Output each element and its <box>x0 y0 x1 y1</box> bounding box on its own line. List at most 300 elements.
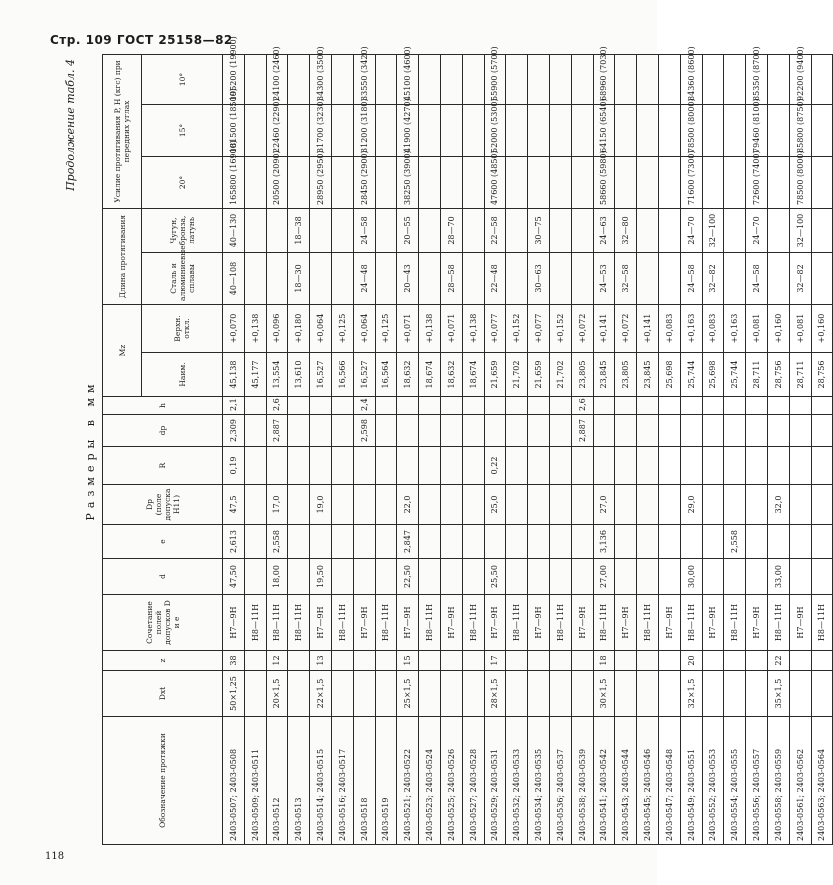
cell-h: 2,6 <box>266 397 288 415</box>
cell-h <box>484 397 506 415</box>
cell-force-20 <box>331 156 353 208</box>
cell-dxt <box>615 671 637 717</box>
cell-mz-dev: +0,163 <box>680 304 702 352</box>
cell-force-15: 31200 (3180) <box>353 104 375 156</box>
cell-designation: 2403-0549; 2403-0551 <box>680 717 702 845</box>
cell-d <box>571 559 593 595</box>
cell-mz-dev: +0,077 <box>528 304 550 352</box>
cell-dxt <box>746 671 768 717</box>
cell-combination: H8—11H <box>375 595 397 651</box>
cell-z <box>789 651 811 671</box>
cell-z: 20 <box>680 651 702 671</box>
cell-d: 25,50 <box>484 559 506 595</box>
cell-force-15: 31700 (3230) <box>310 104 332 156</box>
cell-force-10 <box>767 54 789 104</box>
cell-dp <box>680 415 702 447</box>
cell-r <box>637 447 659 485</box>
cell-e <box>288 525 310 559</box>
table-row <box>331 54 353 844</box>
cell-d <box>528 559 550 595</box>
cell-mz-dev: +0,096 <box>266 304 288 352</box>
cell-length-steel: 24—58 <box>680 252 702 304</box>
cell-force-15 <box>549 104 571 156</box>
cell-dxt <box>419 671 441 717</box>
cell-mz-min: 25,744 <box>680 353 702 397</box>
table-row <box>310 54 332 844</box>
cell-dp <box>331 415 353 447</box>
cell-force-15: 22460 (2290) <box>266 104 288 156</box>
cell-force-15: 64150 (6540) <box>593 104 615 156</box>
cell-dp-h11: 19,0 <box>310 485 332 525</box>
cell-r: 0,22 <box>484 447 506 485</box>
cell-h <box>244 397 266 415</box>
cell-dxt: 50×1,25 <box>223 671 245 717</box>
cell-length-iron: 32—100 <box>789 208 811 252</box>
cell-designation: 2403-0512 <box>266 717 288 845</box>
cell-mz-min: 16,564 <box>375 353 397 397</box>
cell-combination: H7—9H <box>615 595 637 651</box>
cell-e: 3,136 <box>593 525 615 559</box>
cell-dxt <box>244 671 266 717</box>
cell-combination: H8—11H <box>811 595 833 651</box>
cell-h <box>724 397 746 415</box>
cell-force-10: 33550 (3420) <box>353 54 375 104</box>
cell-r <box>462 447 484 485</box>
cell-force-20 <box>462 156 484 208</box>
cell-mz-dev: +0,152 <box>549 304 571 352</box>
cell-designation: 2403-0525; 2403-0526 <box>440 717 462 845</box>
cell-e <box>680 525 702 559</box>
cell-force-15 <box>658 104 680 156</box>
cell-force-10: 55900 (5700) <box>484 54 506 104</box>
cell-z <box>702 651 724 671</box>
cell-dp <box>462 415 484 447</box>
cell-designation: 2403-0507; 2403-0508 <box>223 717 245 845</box>
cell-force-15 <box>571 104 593 156</box>
cell-force-10 <box>658 54 680 104</box>
cell-designation: 2403-0521; 2403-0522 <box>397 717 419 845</box>
cell-r <box>244 447 266 485</box>
cell-mz-dev: +0,064 <box>310 304 332 352</box>
cell-mz-dev: +0,083 <box>658 304 680 352</box>
cell-force-20: 28450 (2900) <box>353 156 375 208</box>
cell-dp <box>310 415 332 447</box>
cell-designation: 2403-0527; 2403-0528 <box>462 717 484 845</box>
cell-h <box>375 397 397 415</box>
cell-length-steel: 24—58 <box>746 252 768 304</box>
cell-force-15 <box>419 104 441 156</box>
cell-dp <box>637 415 659 447</box>
col-r-header: R <box>103 447 223 485</box>
cell-z <box>440 651 462 671</box>
cell-r <box>440 447 462 485</box>
cell-h: 2,4 <box>353 397 375 415</box>
cell-h <box>462 397 484 415</box>
cell-combination: H7—9H <box>789 595 811 651</box>
col-force-header: Усилие протягивания P, Н (кгс) при передних углах <box>103 54 142 208</box>
cell-combination: H7—9H <box>310 595 332 651</box>
cell-dp-h11 <box>462 485 484 525</box>
col-d-header: d <box>103 559 223 595</box>
cell-combination: H8—11H <box>767 595 789 651</box>
cell-r <box>680 447 702 485</box>
cell-d: 27,00 <box>593 559 615 595</box>
cell-mz-min: 28,711 <box>789 353 811 397</box>
cell-mz-dev: +0,070 <box>223 304 245 352</box>
cell-dxt: 32×1,5 <box>680 671 702 717</box>
cell-z <box>637 651 659 671</box>
cell-z <box>571 651 593 671</box>
cell-length-iron: 22—58 <box>484 208 506 252</box>
cell-mz-min: 21,702 <box>506 353 528 397</box>
cell-force-10 <box>549 54 571 104</box>
cell-z: 38 <box>223 651 245 671</box>
cell-dxt: 25×1,5 <box>397 671 419 717</box>
cell-force-20 <box>506 156 528 208</box>
cell-designation: 2403-0543; 2403-0544 <box>615 717 637 845</box>
cell-mz-dev: +0,077 <box>484 304 506 352</box>
cell-dxt: 28×1,5 <box>484 671 506 717</box>
cell-h <box>331 397 353 415</box>
table-row <box>506 54 528 844</box>
cell-dp-h11 <box>440 485 462 525</box>
cell-length-iron: 24—70 <box>680 208 702 252</box>
cell-dxt <box>571 671 593 717</box>
cell-force-10 <box>375 54 397 104</box>
table-row <box>440 54 462 844</box>
cell-dp-h11 <box>419 485 441 525</box>
cell-dp-h11: 17,0 <box>266 485 288 525</box>
table-row <box>353 54 375 844</box>
cell-dp <box>549 415 571 447</box>
cell-dp <box>419 415 441 447</box>
cell-length-steel <box>506 252 528 304</box>
cell-designation: 2403-0513 <box>288 717 310 845</box>
cell-dp-h11 <box>571 485 593 525</box>
cell-length-iron <box>724 208 746 252</box>
cell-combination: H8—11H <box>506 595 528 651</box>
cell-mz-min: 16,566 <box>331 353 353 397</box>
cell-mz-min: 28,756 <box>811 353 833 397</box>
cell-combination: H8—11H <box>680 595 702 651</box>
cell-force-20: 72600 (7400) <box>746 156 768 208</box>
cell-r <box>266 447 288 485</box>
cell-dp-h11: 47,5 <box>223 485 245 525</box>
cell-dxt <box>811 671 833 717</box>
cell-designation: 2403-0529; 2403-0531 <box>484 717 506 845</box>
table-row <box>593 54 615 844</box>
cell-dp-h11: 25,0 <box>484 485 506 525</box>
cell-force-20 <box>702 156 724 208</box>
cell-r <box>419 447 441 485</box>
cell-length-iron <box>637 208 659 252</box>
cell-force-20 <box>528 156 550 208</box>
cell-h <box>680 397 702 415</box>
cell-designation: 2403-0514; 2403-0515 <box>310 717 332 845</box>
dimensions-caption: Размеры в мм <box>84 379 97 521</box>
table-row <box>375 54 397 844</box>
cell-mz-dev: +0,138 <box>462 304 484 352</box>
cell-mz-min: 13,610 <box>288 353 310 397</box>
cell-length-iron <box>658 208 680 252</box>
cell-length-steel: 28—58 <box>440 252 462 304</box>
cell-r <box>528 447 550 485</box>
cell-z <box>811 651 833 671</box>
cell-h <box>506 397 528 415</box>
cell-combination: H7—9H <box>658 595 680 651</box>
cell-mz-dev: +0,141 <box>593 304 615 352</box>
cell-mz-min: 16,527 <box>310 353 332 397</box>
cell-length-iron <box>506 208 528 252</box>
cell-mz-min: 23,845 <box>637 353 659 397</box>
cell-mz-dev: +0,064 <box>353 304 375 352</box>
cell-r <box>549 447 571 485</box>
cell-dxt <box>331 671 353 717</box>
cell-h <box>811 397 833 415</box>
cell-d: 18,00 <box>266 559 288 595</box>
cell-force-10: 92200 (9400) <box>789 54 811 104</box>
cell-length-iron <box>331 208 353 252</box>
cell-mz-min: 25,744 <box>724 353 746 397</box>
cell-force-15 <box>702 104 724 156</box>
cell-e <box>331 525 353 559</box>
col-dp-header: Dр (поле допуска H11) <box>103 485 223 525</box>
table-row <box>680 54 702 844</box>
cell-length-iron <box>266 208 288 252</box>
cell-designation: 2403-0541; 2403-0542 <box>593 717 615 845</box>
cell-mz-dev: +0,180 <box>288 304 310 352</box>
table-row <box>637 54 659 844</box>
cell-mz-dev: +0,152 <box>506 304 528 352</box>
cell-d <box>331 559 353 595</box>
cell-e <box>440 525 462 559</box>
cell-dp <box>702 415 724 447</box>
cell-dp <box>724 415 746 447</box>
table-row <box>397 54 419 844</box>
cell-length-steel <box>375 252 397 304</box>
cell-mz-dev: +0,081 <box>746 304 768 352</box>
cell-r <box>811 447 833 485</box>
cell-force-15 <box>637 104 659 156</box>
cell-dp-h11 <box>288 485 310 525</box>
cell-combination: H8—11H <box>549 595 571 651</box>
cell-force-10 <box>462 54 484 104</box>
cell-force-10 <box>702 54 724 104</box>
cell-e <box>549 525 571 559</box>
cell-mz-min: 23,805 <box>571 353 593 397</box>
cell-length-iron: 40—130 <box>223 208 245 252</box>
cell-force-10 <box>571 54 593 104</box>
cell-force-15 <box>375 104 397 156</box>
cell-dxt <box>462 671 484 717</box>
cell-designation: 2403-0561; 2403-0562 <box>789 717 811 845</box>
cell-h <box>637 397 659 415</box>
cell-dp-h11 <box>506 485 528 525</box>
cell-force-20 <box>658 156 680 208</box>
cell-force-20 <box>375 156 397 208</box>
cell-length-steel: 24—53 <box>593 252 615 304</box>
cell-combination: H7—9H <box>746 595 768 651</box>
cell-force-15 <box>767 104 789 156</box>
cell-force-20: 47600 (4850) <box>484 156 506 208</box>
cell-dp <box>789 415 811 447</box>
table-row <box>811 54 833 844</box>
cell-combination: H8—11H <box>266 595 288 651</box>
cell-designation: 2403-0536; 2403-0537 <box>549 717 571 845</box>
cell-e <box>746 525 768 559</box>
cell-e <box>528 525 550 559</box>
cell-e <box>353 525 375 559</box>
cell-dp-h11 <box>528 485 550 525</box>
cell-force-10 <box>440 54 462 104</box>
cell-force-10 <box>506 54 528 104</box>
cell-length-steel: 22—48 <box>484 252 506 304</box>
cell-h <box>702 397 724 415</box>
cell-mz-min: 23,805 <box>615 353 637 397</box>
cell-r <box>789 447 811 485</box>
table-row <box>266 54 288 844</box>
cell-r <box>724 447 746 485</box>
cell-force-10: 195200 (19900) <box>223 54 245 104</box>
cell-combination: H8—11H <box>288 595 310 651</box>
cell-dp <box>375 415 397 447</box>
cell-mz-min: 21,702 <box>549 353 571 397</box>
cell-combination: H8—11H <box>724 595 746 651</box>
cell-e <box>571 525 593 559</box>
col-force-15-header: 15° <box>142 104 223 156</box>
cell-length-steel <box>724 252 746 304</box>
cell-length-iron: 28—70 <box>440 208 462 252</box>
cell-e: 2,847 <box>397 525 419 559</box>
cell-dxt <box>789 671 811 717</box>
cell-r <box>658 447 680 485</box>
cell-length-iron <box>811 208 833 252</box>
cell-mz-min: 28,756 <box>767 353 789 397</box>
cell-length-steel <box>767 252 789 304</box>
cell-dp-h11 <box>244 485 266 525</box>
cell-designation: 2403-0554; 2403-0555 <box>724 717 746 845</box>
cell-d <box>702 559 724 595</box>
cell-r <box>375 447 397 485</box>
cell-force-20: 28950 (2950) <box>310 156 332 208</box>
cell-dp-h11 <box>615 485 637 525</box>
cell-dp-h11: 29,0 <box>680 485 702 525</box>
col-length-iron-header: Чугун, бронза, латунь <box>142 208 223 252</box>
cell-force-10 <box>615 54 637 104</box>
cell-z: 22 <box>767 651 789 671</box>
cell-force-20 <box>637 156 659 208</box>
cell-r <box>353 447 375 485</box>
cell-z <box>724 651 746 671</box>
cell-designation: 2403-0552; 2403-0553 <box>702 717 724 845</box>
cell-h <box>397 397 419 415</box>
cell-designation: 2403-0558; 2403-0559 <box>767 717 789 845</box>
cell-length-steel <box>419 252 441 304</box>
cell-force-15 <box>724 104 746 156</box>
cell-dp <box>506 415 528 447</box>
cell-combination: H7—9H <box>484 595 506 651</box>
cell-dp: 2,309 <box>223 415 245 447</box>
cell-mz-min: 25,698 <box>658 353 680 397</box>
cell-dp-h11 <box>658 485 680 525</box>
cell-dp-h11 <box>353 485 375 525</box>
col-length-header: Длина протягивания <box>103 208 142 304</box>
table-row <box>658 54 680 844</box>
cell-mz-dev: +0,072 <box>571 304 593 352</box>
cell-d: 47,50 <box>223 559 245 595</box>
cell-e <box>310 525 332 559</box>
cell-mz-dev: +0,141 <box>637 304 659 352</box>
cell-length-iron <box>375 208 397 252</box>
cell-r <box>310 447 332 485</box>
cell-d <box>244 559 266 595</box>
cell-dp-h11 <box>724 485 746 525</box>
table-row <box>528 54 550 844</box>
cell-dp <box>440 415 462 447</box>
cell-designation: 2403-0523; 2403-0524 <box>419 717 441 845</box>
cell-dxt <box>724 671 746 717</box>
cell-d <box>419 559 441 595</box>
table-row <box>484 54 506 844</box>
col-dxt-header: Dxt <box>103 671 223 717</box>
cell-force-15: 85800 (8750) <box>789 104 811 156</box>
cell-r <box>767 447 789 485</box>
cell-dp-h11 <box>811 485 833 525</box>
cell-e: 2,613 <box>223 525 245 559</box>
cell-r <box>506 447 528 485</box>
cell-e <box>375 525 397 559</box>
cell-r <box>331 447 353 485</box>
cell-combination: H8—11H <box>244 595 266 651</box>
cell-z <box>506 651 528 671</box>
cell-mz-dev: +0,081 <box>789 304 811 352</box>
cell-force-20 <box>549 156 571 208</box>
cell-dp <box>593 415 615 447</box>
cell-dp: 2,887 <box>266 415 288 447</box>
cell-dp <box>484 415 506 447</box>
table-row <box>244 54 266 844</box>
cell-dxt <box>506 671 528 717</box>
cell-e <box>658 525 680 559</box>
cell-e <box>702 525 724 559</box>
cell-length-steel: 30—63 <box>528 252 550 304</box>
cell-dxt <box>702 671 724 717</box>
table-row <box>746 54 768 844</box>
cell-dp-h11 <box>637 485 659 525</box>
cell-dp <box>746 415 768 447</box>
cell-force-15: 41900 (4270) <box>397 104 419 156</box>
cell-length-steel <box>331 252 353 304</box>
cell-mz-min: 18,674 <box>419 353 441 397</box>
table-row <box>789 54 811 844</box>
cell-z: 17 <box>484 651 506 671</box>
cell-dp-h11: 32,0 <box>767 485 789 525</box>
col-force-10-header: 10° <box>142 54 223 104</box>
cell-dp <box>244 415 266 447</box>
cell-length-steel: 32—82 <box>789 252 811 304</box>
cell-mz-min: 25,698 <box>702 353 724 397</box>
table-row <box>419 54 441 844</box>
cell-z <box>615 651 637 671</box>
cell-z <box>331 651 353 671</box>
cell-combination: H7—9H <box>223 595 245 651</box>
cell-combination: H7—9H <box>702 595 724 651</box>
cell-dxt <box>549 671 571 717</box>
cell-dxt <box>353 671 375 717</box>
table-row <box>702 54 724 844</box>
cell-mz-dev: +0,072 <box>615 304 637 352</box>
cell-r <box>615 447 637 485</box>
